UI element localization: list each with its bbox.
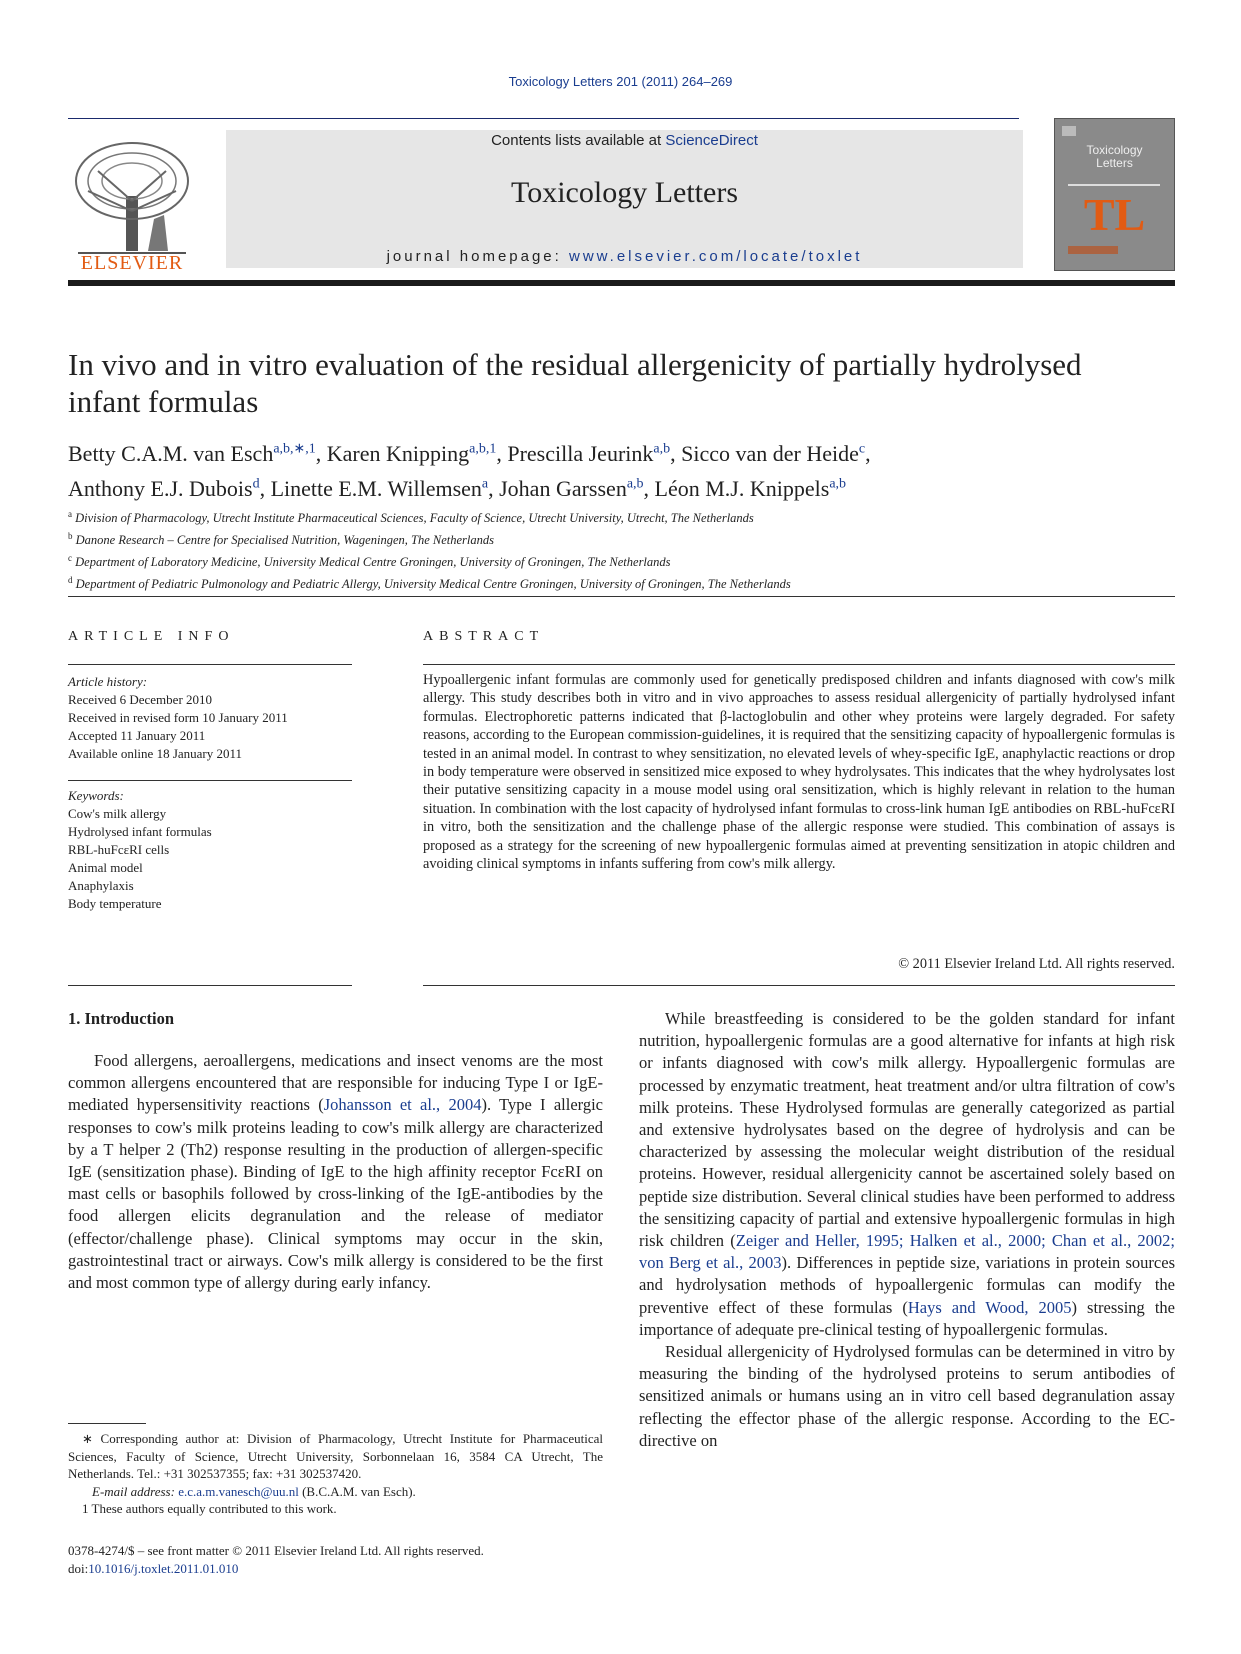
author-separator: ,: [488, 475, 500, 501]
author[interactable]: [68, 441, 327, 466]
author-affiliation-marker[interactable]: a,b,∗,1: [273, 442, 316, 457]
header-rule: [68, 118, 1019, 119]
section-divider: [68, 596, 1175, 597]
sciencedirect-link[interactable]: ScienceDirect: [665, 132, 758, 149]
author[interactable]: [327, 441, 508, 466]
cover-publisher-icon: [1062, 126, 1076, 136]
author-name: Léon M.J. Knippels: [654, 475, 830, 501]
affiliation: [68, 549, 1168, 571]
body-column-left: [68, 1050, 603, 1294]
author-separator: ,: [865, 441, 871, 467]
author[interactable]: [681, 441, 870, 466]
keywords-label: Keywords:: [68, 788, 124, 803]
affiliation: [68, 527, 1168, 549]
affiliation-key: c: [68, 553, 72, 564]
homepage-prefix: journal homepage:: [386, 248, 569, 265]
abstract-text: Hypoallergenic infant formulas are commonly used for genetically predisposed children and infants diagnosed with cow's milk allergy. This study describes both in vitro and in vivo approaches to assess residual allergenicity of partially hydrolysed infant formulas. Electrophoretic patterns indicated that β-lactoglobulin and other whey proteins were largely degraded. For safety reasons, according to the European commission-guidelines, it is required that the sensitizing capacity of hypoallergenic formulas is tested in an animal model. In contrast to whey sensitization, no elevated levels of whey-specific IgE, anaphylactic reactions or drop in body temperature were observed in sensitized mice exposed to whey hydrolysates. This indicates that the whey hydrolysates lost their putative sensitizing capacity in a mouse model using oral sensitization, which is highly relevant in relation to the human situation. In combination with the lost capacity of hydrolysed infant formulas to cross-link human IgE antibodies on RBL-huFcεRI in vitro, both the sensitization and the challenge phase of the allergic response were studied. This combination of assays is proposed as a strategy for the screening of new hypoallergenic formulas aimed at preventing sensitization in atopic children and avoiding clinical symptoms in infants suffering from cow's milk allergy.: [423, 672, 1175, 873]
author-affiliation-marker[interactable]: a,b: [653, 442, 671, 457]
author-name: Linette E.M. Willemsen: [270, 475, 482, 501]
affiliation: [68, 571, 1168, 593]
author-name: Prescilla Jeurink: [507, 441, 654, 467]
author-name: Anthony E.J. Dubois: [68, 475, 253, 501]
author-name: Sicco van der Heide: [681, 441, 859, 467]
affiliation-text: Department of Pediatric Pulmonology and Pediatric Allergy, University Medical Centre Groningen, University of Groningen, The Netherlands: [75, 577, 791, 592]
homepage-line: [226, 248, 1023, 265]
author[interactable]: [507, 441, 681, 466]
journal-cover-thumbnail[interactable]: [1054, 118, 1175, 271]
contents-line: [226, 132, 1023, 149]
history-item: Accepted 11 January 2011: [68, 728, 206, 743]
author-separator: ,: [259, 475, 271, 501]
citation-link[interactable]: Hays and Wood, 2005: [907, 1297, 1072, 1317]
email-suffix: (B.C.A.M. van Esch).: [298, 1483, 416, 1499]
paragraph: [68, 1050, 603, 1294]
author-separator: ,: [670, 441, 682, 467]
cover-title-line2: Letters: [1096, 156, 1133, 170]
masthead-bottom-rule: [68, 280, 1175, 286]
keyword: Body temperature: [68, 896, 162, 911]
text-run: While breastfeeding is considered to be the golden standard for infant nutrition, hypoallergenic formulas are a good alternative for infants at high risk or infants diagnosed with cow's milk allergy. Hypoallergenic formulas are processed by enzymatic treatment, heat treatment and/or ultra filtration of cow's milk proteins. These Hydrolysed formulas are generally categorized as partial and extensive hydrolysates based on the degree of hydrolysis and can be characterized by assessing the molecular weight distribution of the residual proteins. However, residual allergenicity cannot be ascertained solely based on peptide size distribution. Several clinical studies have been performed to address the sensitizing capacity of partial and extensive hypoallergenic formulas in high risk children (: [639, 1009, 1175, 1251]
cover-monogram: TL: [1083, 189, 1146, 240]
paragraph: Residual allergenicity of Hydrolysed formulas can be determined in vitro by measuring the binding of the hydrolysed proteins to serum antibodies of sensitized animals or humans using an in vitro cell based degranulation assay reflecting the effector phase of the allergic response. According to the EC-directive on: [639, 1342, 1175, 1450]
affiliation-list: [68, 505, 1168, 594]
affiliation-text: Danone Research – Centre for Specialised Nutrition, Wageningen, The Netherlands: [75, 533, 494, 548]
affiliation-key: a: [68, 509, 72, 519]
doi-link[interactable]: 10.1016/j.toxlet.2011.01.010: [88, 1560, 239, 1576]
issn-line: 0378-4274/$ – see front matter © 2011 Elsevier Ireland Ltd. All rights reserved.: [68, 1543, 484, 1558]
author-name: Karen Knipping: [326, 441, 470, 467]
equal-contribution-note: 1 These authors equally contributed to this work.: [82, 1501, 337, 1516]
abstract-rule: [423, 664, 1175, 665]
history-item: Available online 18 January 2011: [68, 746, 243, 761]
email-note: [68, 1483, 603, 1501]
text-run: ). Differences in peptide size, variations in protein sources and hydrolysation methods of hypoallergenic formulas can modify the preventive effect of these formulas (: [639, 1253, 1175, 1317]
front-matter-meta: [68, 1542, 668, 1577]
text-run: ). Type I allergic responses to cow's milk proteins leading to cow's milk allergy are characterized by a T helper 2 (Th2) response resulting in the production of allergen-specific IgE (sensitization phase). Binding of IgE to the high affinity receptor FcεRI on mast cells or basophils followed by cross-linking of the IgE-antibodies by the food allergen elicits degranulation and the release of mediator (effector/challenge phase). Clinical symptoms may occur in the skin, gastrointestinal tract or airways. Cow's milk allergy is considered to be the first and most common type of allergy during early infancy.: [68, 1095, 603, 1293]
article-title: In vivo and in vitro evaluation of the residual allergenicity of partially hydrolysed infant formulas: [68, 347, 1082, 419]
affiliation-key: b: [68, 531, 73, 542]
keyword: Hydrolysed infant formulas: [68, 824, 212, 839]
text-run: Food allergens, aeroallergens, medications and insect venoms are the most common allergens encountered that are responsible for inducing Type I or IgE-mediated hypersensitivity reactions (: [68, 1051, 603, 1115]
abstract-heading: ABSTRACT: [423, 629, 545, 644]
author-separator: ,: [496, 441, 508, 467]
elsevier-tree-logo[interactable]: [68, 132, 196, 270]
affiliation-text: Department of Laboratory Medicine, University Medical Centre Groningen, University of Groningen, The Netherlands: [75, 555, 671, 570]
author[interactable]: [499, 476, 654, 501]
abstract-copyright: © 2011 Elsevier Ireland Ltd. All rights reserved.: [898, 956, 1175, 972]
author-separator: ,: [315, 441, 327, 467]
contents-prefix: Contents lists available at: [491, 132, 666, 149]
author-affiliation-marker[interactable]: a,b,1: [469, 442, 497, 457]
journal-citation[interactable]: Toxicology Letters 201 (2011) 264–269: [508, 74, 733, 89]
keyword: RBL-huFcεRI cells: [68, 842, 170, 857]
affiliation-text: Division of Pharmacology, Utrecht Institute Pharmaceutical Sciences, Faculty of Science, Utrecht University, Utrecht, The Netherlands: [75, 511, 754, 526]
journal-title: Toxicology Letters: [510, 176, 738, 209]
doi-line: [68, 1560, 668, 1578]
cover-divider: [1068, 184, 1160, 186]
cover-title: [1054, 144, 1175, 170]
doi-prefix: doi:: [68, 1560, 89, 1576]
author-name: Betty C.A.M. van Esch: [68, 441, 274, 467]
article-history: [68, 673, 352, 763]
publisher-name: ELSEVIER: [80, 252, 184, 274]
author-affiliation-marker[interactable]: a,b: [829, 476, 847, 492]
affiliation-key: d: [68, 575, 73, 586]
footnotes: [68, 1430, 603, 1518]
author-name: Johan Garssen: [499, 475, 627, 501]
text-run: ) stressing the importance of adequate pre-clinical testing of hypoallergenic formulas.: [639, 1297, 1175, 1339]
article-info-heading: ARTICLE INFO: [68, 629, 235, 644]
body-column-right: [639, 1008, 1175, 1452]
cover-footer-mark: [1068, 246, 1118, 254]
email-label: E-mail address:: [92, 1483, 179, 1499]
author-affiliation-marker[interactable]: d: [252, 476, 260, 492]
author-list: [68, 435, 1168, 504]
author-affiliation-marker[interactable]: c: [858, 442, 866, 457]
info-bottom-rule: [68, 985, 352, 986]
history-label: Article history:: [68, 674, 148, 689]
paragraph: [639, 1008, 1175, 1341]
introduction-heading: 1. Introduction: [68, 1009, 175, 1028]
affiliation: [68, 505, 1168, 527]
footnote-rule: [68, 1423, 146, 1424]
email-link[interactable]: e.c.a.m.vanesch@uu.nl: [178, 1483, 299, 1499]
author-separator: ,: [643, 475, 655, 501]
citation-link[interactable]: Zeiger and Heller, 1995; Halken et al., 2000; Chan et al., 2002; von Berg et al., 2003: [639, 1231, 1175, 1273]
keyword: Cow's milk allergy: [68, 806, 167, 821]
abstract-bottom-rule: [423, 985, 1175, 986]
history-item: Received in revised form 10 January 2011: [68, 710, 288, 725]
citation-link[interactable]: Johansson et al., 2004: [323, 1095, 482, 1115]
corresponding-author-note: ∗ Corresponding author at: Division of Pharmacology, Utrecht Institute for Pharmaceutical Sciences, Faculty of Science, Utrecht University, Sorbonnelaan 16, 3584 CA Utrecht, The Netherlands. Tel.: +31 302537355; fax: +31 302537420.: [68, 1431, 603, 1481]
keywords: [68, 787, 352, 913]
author-affiliation-marker[interactable]: a,b: [626, 476, 644, 492]
author[interactable]: [68, 476, 271, 501]
cover-title-line1: Toxicology: [1086, 143, 1143, 157]
keyword: Anaphylaxis: [68, 878, 134, 893]
info-rule: [68, 664, 352, 665]
author[interactable]: [271, 476, 500, 501]
history-item: Received 6 December 2010: [68, 692, 213, 707]
author[interactable]: [655, 476, 846, 501]
keyword: Animal model: [68, 860, 143, 875]
author-affiliation-marker[interactable]: a: [481, 476, 489, 492]
homepage-link[interactable]: www.elsevier.com/locate/toxlet: [569, 248, 863, 265]
keywords-rule: [68, 780, 352, 781]
